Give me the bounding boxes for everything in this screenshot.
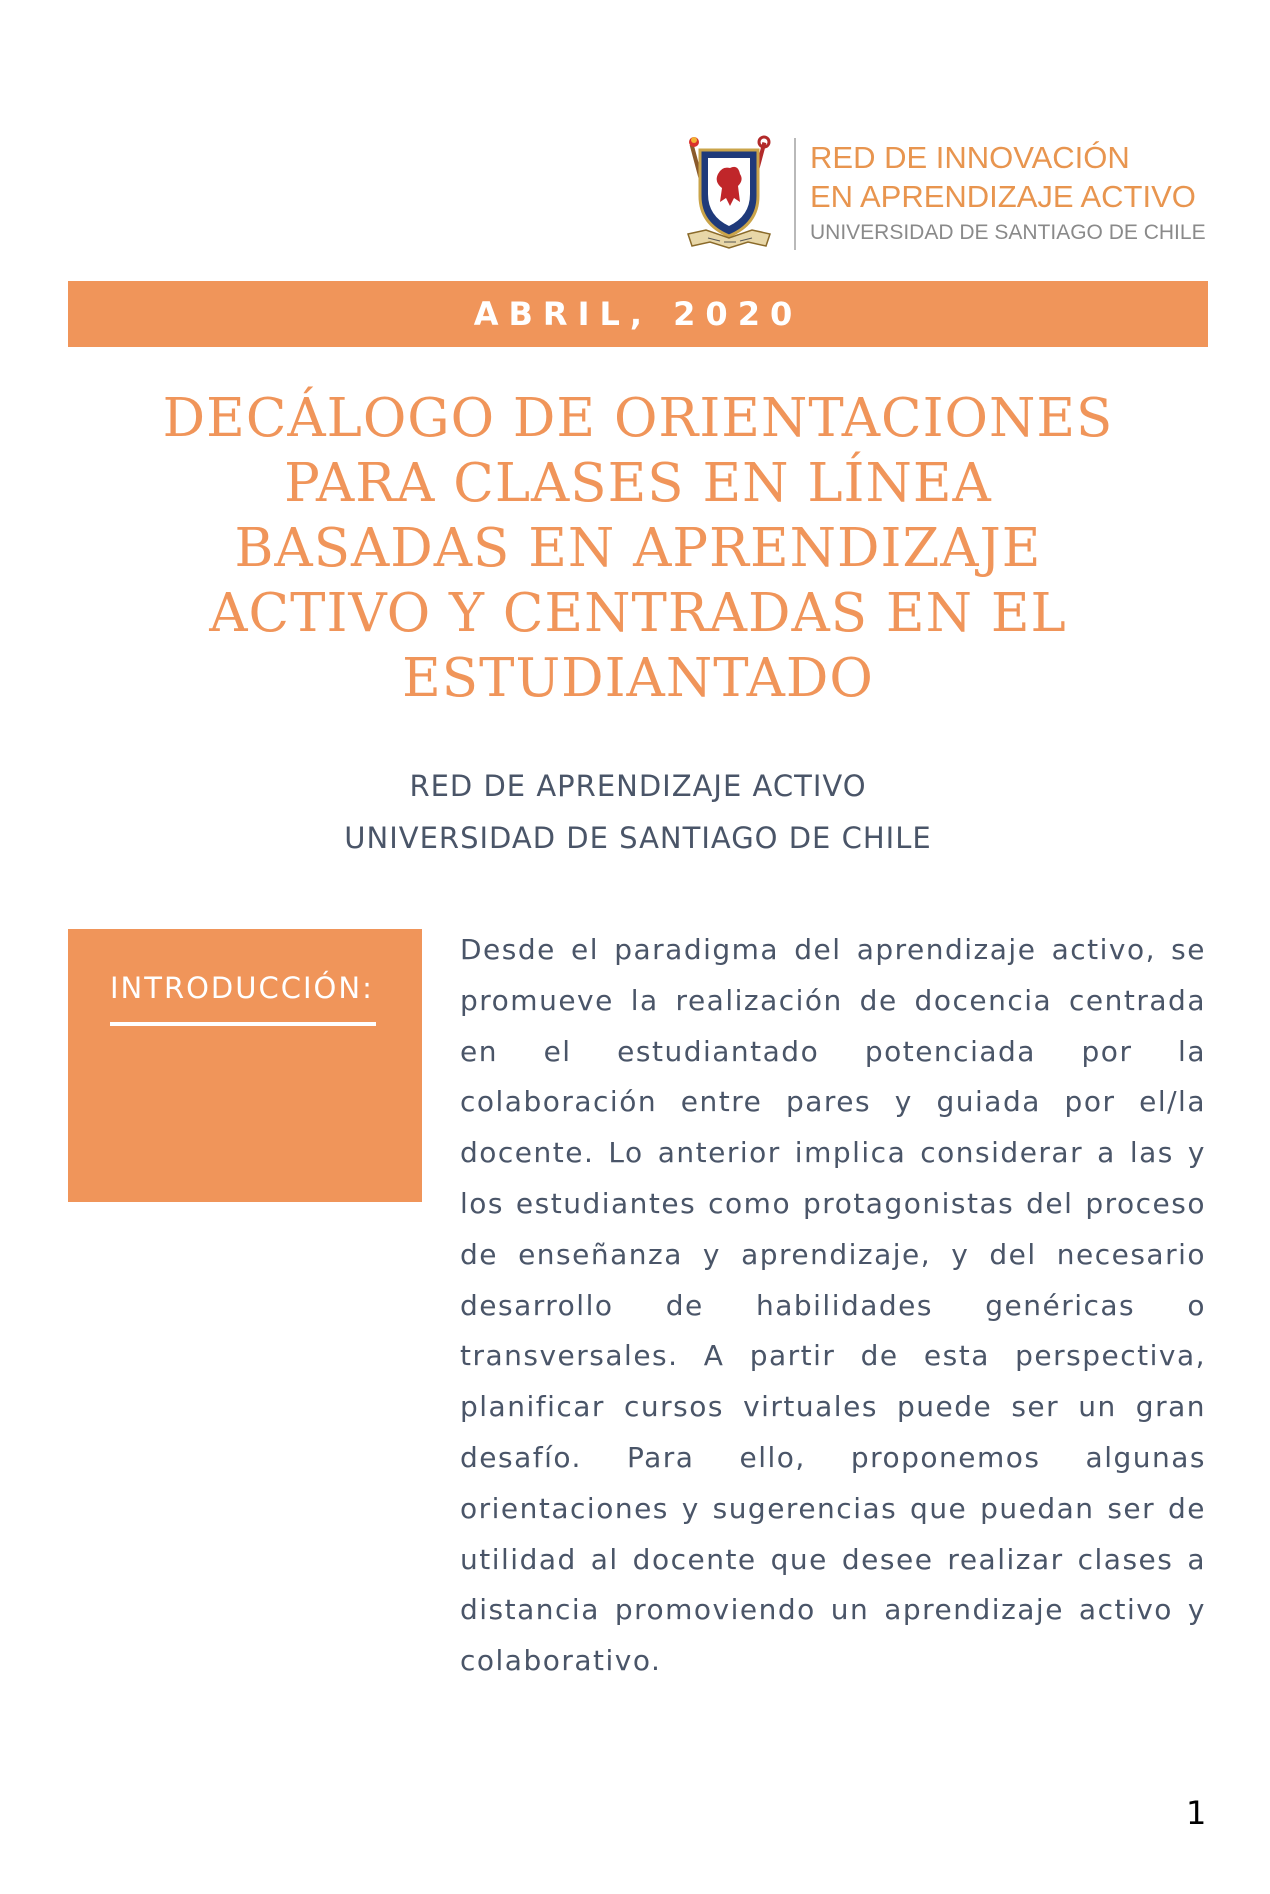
page-number: 1: [1186, 1794, 1207, 1832]
intro-box: [68, 929, 422, 1202]
university-crest-icon: [686, 134, 772, 252]
page-title: [68, 386, 1208, 711]
intro-paragraph: Desde el paradigma del aprendizaje activo, se promueve la realización de docencia centrada en el estudiantado potenciada por la colaboración entre pares y guiada por el/la docente. Lo anterior implica considerar a las y los estudiantes como protagonistas del proceso de enseñanza y aprendizaje, y del necesario desarrollo de habilidades genéricas o transversales. A partir de esta perspectiva, planificar cursos virtuales puede ser un gran desafío. Para ello, proponemos algunas orientaciones y sugerencias que puedan ser de utilidad al docente que desee realizar clases a distancia promoviendo un aprendizaje activo y colaborativo.: [460, 933, 1206, 1678]
logo-text: [810, 138, 1210, 248]
logo-line-red: RED DE INNOVACIÓN: [810, 140, 1130, 175]
date-banner: ABRIL, 2020: [68, 281, 1208, 347]
logo-line-aprendizaje: EN APRENDIZAJE ACTIVO: [810, 179, 1196, 214]
logo-line-universidad: UNIVERSIDAD DE SANTIAGO DE CHILE: [810, 221, 1206, 244]
title-line: BASADAS EN APRENDIZAJE: [234, 518, 1042, 579]
title-line: DECÁLOGO DE ORIENTACIONES: [162, 388, 1114, 449]
intro-underline: [110, 1022, 376, 1026]
subtitle-line: UNIVERSIDAD DE SANTIAGO DE CHILE: [344, 821, 932, 855]
title-line: ACTIVO Y CENTRADAS EN EL: [209, 583, 1067, 644]
header-logo: [686, 134, 1206, 254]
subtitle: [68, 760, 1208, 864]
logo-divider: [794, 138, 796, 250]
subtitle-line: RED DE APRENDIZAJE ACTIVO: [409, 769, 867, 803]
title-line: PARA CLASES EN LÍNEA: [284, 453, 992, 514]
intro-label: INTRODUCCIÓN:: [110, 971, 374, 1005]
title-line: ESTUDIANTADO: [402, 648, 874, 709]
